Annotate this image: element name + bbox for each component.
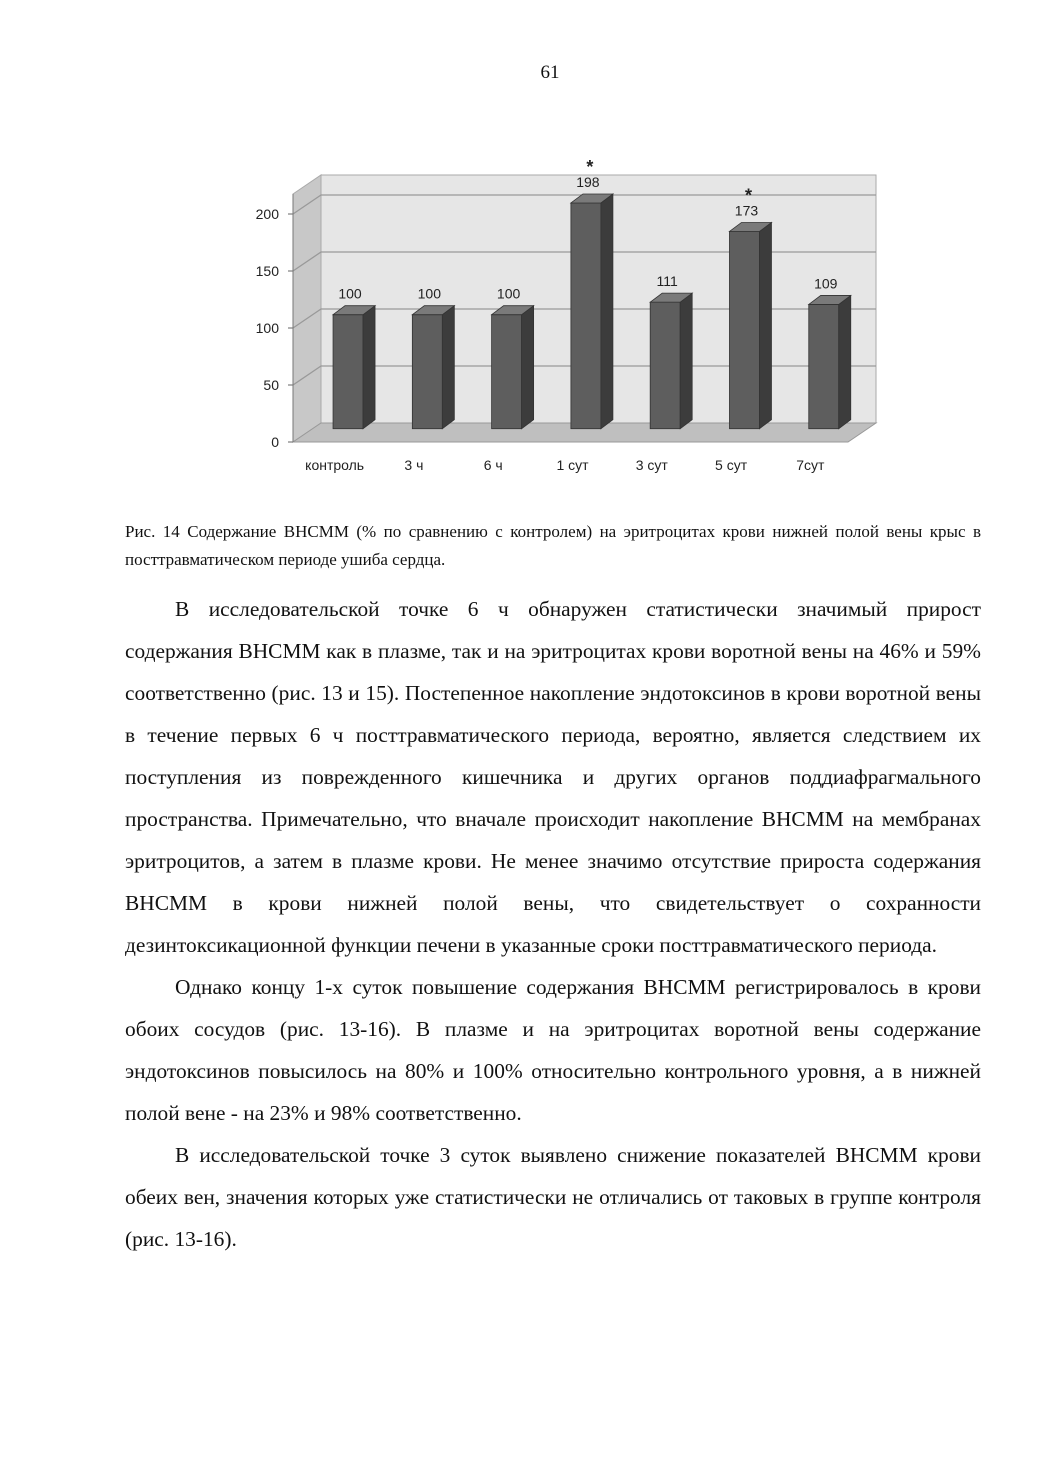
- bar-side: [759, 222, 771, 428]
- y-tick-label: 150: [255, 263, 279, 279]
- bar-side: [680, 293, 692, 429]
- paragraph: Однако концу 1-х суток повышение содержания ВНСММ регистрировалось в крови обоих сосудов (рис. 13-16). В плазме и на эритроцитах воротной вены содержание эндотоксинов повысилось на 80% и 100% относительно контрольного уровня, а в нижней полой вене - на 23% и 98% соответственно.: [125, 975, 981, 1125]
- y-tick-label: 100: [255, 320, 279, 336]
- bar: [333, 315, 363, 429]
- bar-side: [442, 306, 454, 429]
- bar: [412, 315, 442, 429]
- bar: [729, 231, 759, 428]
- bar: [571, 203, 601, 429]
- y-tick-label: 200: [255, 206, 279, 222]
- x-tick-label: 3 ч: [404, 457, 424, 473]
- data-label: 173: [734, 202, 759, 219]
- figure-caption: Рис. 14 Содержание ВНСММ (% по сравнению с контролем) на эритроцитах крови нижней полой вены крыс в посттравматическом периоде ушиба сердца.: [125, 522, 981, 569]
- significance-marker: *: [586, 160, 594, 177]
- x-tick-label: 7сут: [796, 457, 825, 473]
- y-tick-label: 0: [271, 434, 279, 450]
- body-text: [125, 588, 981, 1260]
- data-label: 111: [656, 273, 678, 290]
- data-label: 100: [496, 285, 521, 302]
- page-number: 61: [540, 62, 560, 83]
- significance-marker: *: [744, 185, 752, 206]
- x-tick-label: 6 ч: [483, 457, 503, 473]
- x-tick-label: 3 сут: [635, 457, 668, 473]
- y-tick-label: 50: [263, 377, 279, 393]
- bar-side: [839, 295, 851, 428]
- bar-side: [601, 194, 613, 429]
- paragraph: В исследовательской точке 6 ч обнаружен статистически значимый прирост содержания ВНСММ как в плазме, так и на эритроцитах крови воротной вены на 46% и 59% соответственно (рис. 13 и 15). Постепенное накопление эндотоксинов в крови воротной вены в течение первых 6 ч посттравматического периода, вероятно, является следствием их поступления из поврежденного кишечника и других органов поддиафрагмального пространства. Примечательно, что вначале происходит накопление ВНСММ на мембранах эритроцитов, а затем в плазме крови. Не менее значимо отсутствие прироста содержания ВНСММ в крови нижней полой вены, что свидетельствует о сохранности дезинтоксикационной функции печени в указанные сроки посттравматического периода.: [125, 597, 981, 957]
- chart-side-wall: [293, 175, 321, 442]
- data-label: 100: [417, 285, 442, 302]
- data-label: 100: [338, 285, 362, 302]
- x-tick-label: 5 сут: [715, 457, 748, 473]
- x-tick-label: 1 сут: [556, 457, 589, 473]
- x-tick-label: контроль: [305, 457, 365, 473]
- bar: [809, 304, 839, 428]
- bar: [492, 315, 522, 429]
- data-label: 109: [814, 275, 838, 292]
- paragraph: В исследовательской точке 3 суток выявлено снижение показателей ВНСММ крови обеих вен, значения которых уже статистически не отличались от таковых в группе контроля (рис. 13-16).: [125, 1143, 981, 1251]
- bar-side: [522, 306, 534, 429]
- bar-side: [363, 306, 375, 429]
- data-label: 198: [576, 173, 600, 190]
- bar: [650, 302, 680, 429]
- bar-chart: [240, 160, 890, 490]
